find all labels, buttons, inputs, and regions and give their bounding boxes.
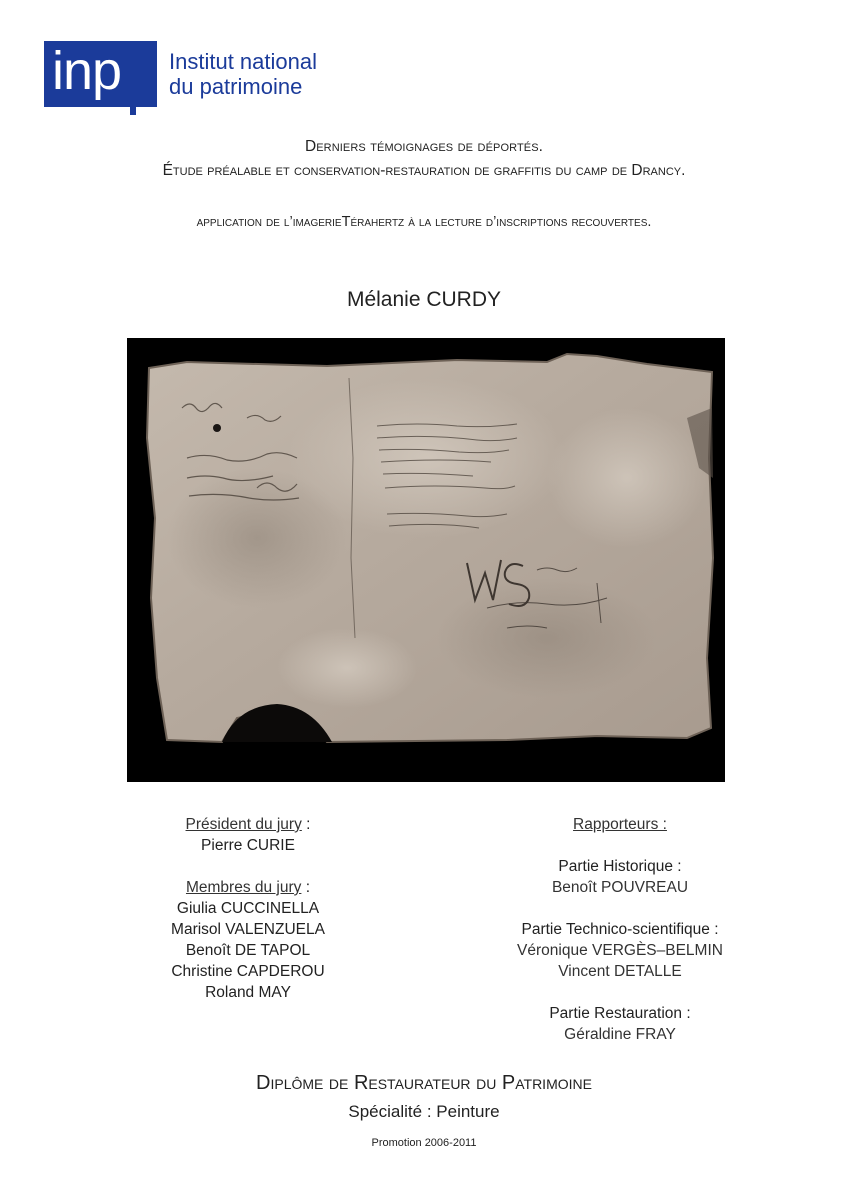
specialty: Spécialité : Peinture: [348, 1102, 500, 1121]
logo-tick: [130, 107, 136, 115]
title-line1: Derniers témoignages de déportés.: [304, 138, 544, 155]
jury-member: Giulia CUCCINELLA: [176, 900, 320, 917]
jury-column: [148, 814, 348, 1003]
inp-logo-text: [169, 49, 317, 99]
author-name: Mélanie CURDY: [346, 288, 502, 311]
technico-name: Véronique VERGÈS–BELMIN: [517, 942, 723, 959]
graffiti-stone-illustration: [127, 338, 725, 782]
historique-name: Benoît POUVREAU: [551, 879, 689, 896]
restauration-label: Partie Restauration :: [549, 1005, 691, 1022]
jury-member: Christine CAPDEROU: [171, 963, 325, 980]
members-colon: :: [301, 879, 311, 896]
historique-label: Partie Historique :: [558, 858, 682, 875]
restauration-name: Géraldine FRAY: [564, 1026, 676, 1043]
title-line3: application de l’imagerieTérahertz à la lecture d’inscriptions recouvertes.: [196, 214, 652, 230]
rapporteurs-column: [480, 814, 760, 1045]
inp-logo-mark: [44, 41, 157, 107]
inp-logo: [44, 40, 317, 108]
jury-member: Benoît DE TAPOL: [185, 942, 311, 959]
logo-line1: Institut national: [169, 49, 317, 74]
members-heading: [148, 877, 348, 898]
technico-name: Vincent DETALLE: [558, 963, 682, 980]
promotion: Promotion 2006-2011: [371, 1137, 477, 1149]
president-label: Président du jury: [185, 816, 302, 833]
rapporteurs-label: Rapporteurs :: [573, 816, 667, 833]
members-label: Membres du jury: [185, 879, 302, 896]
technico-label: Partie Technico-scientifique :: [521, 921, 719, 938]
graffiti-stone-photo: [127, 338, 725, 782]
diploma-title: Diplôme de Restaurateur du Patrimoine: [256, 1072, 592, 1094]
jury-member: Roland MAY: [205, 984, 291, 1001]
jury-member: Marisol VALENZUELA: [171, 921, 325, 938]
title-line2: Étude préalable et conservation-restauration de graffitis du camp de Drancy.: [162, 162, 686, 179]
president-colon: :: [301, 816, 311, 833]
inp-logo-mark-text: inp: [52, 41, 122, 101]
logo-line2: du patrimoine: [169, 74, 303, 99]
president-heading: [148, 814, 348, 835]
president-name: Pierre CURIE: [201, 837, 295, 854]
